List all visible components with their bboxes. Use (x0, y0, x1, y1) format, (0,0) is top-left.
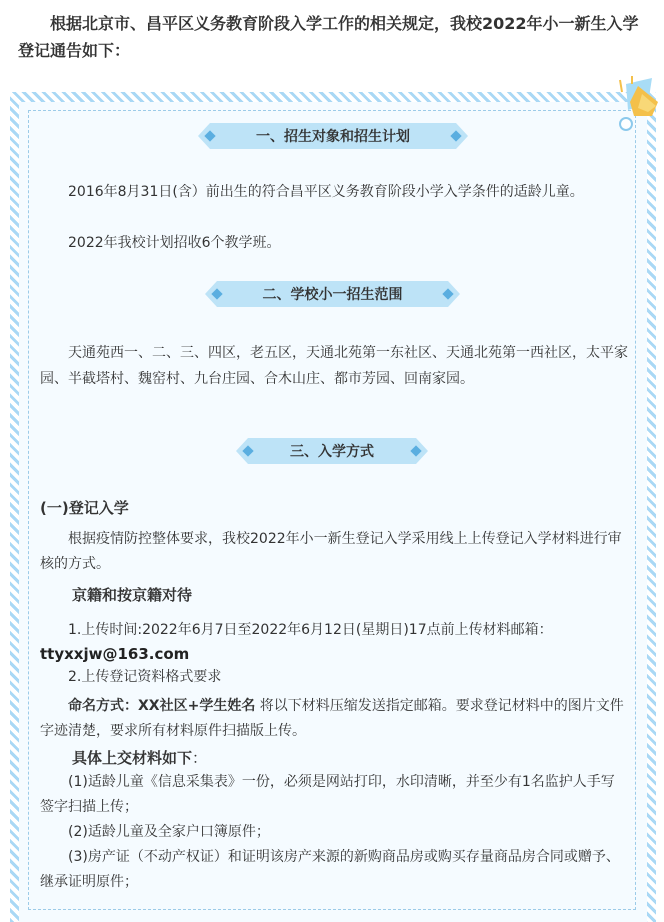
s3-upload-time: 1.上传时间:2022年6月7日至2022年6月12日(星期日)17点前上传材料邮箱： (68, 622, 553, 638)
section-banner-1 (198, 123, 468, 149)
section-title-2: 二、学校小一招生范围 (262, 287, 403, 303)
s1-paragraph-1: 2016年8月31日(含）前出生的符合昌平区义务教育阶段小学入学条件的适龄儿童。 (68, 184, 584, 200)
upload-email: ttyxxjw@163.com (40, 645, 190, 663)
s2-paragraph-1: 天通苑西一、二、三、四区，老五区，天通北苑第一东社区、天通北苑第一西社区，太平家园、半截塔村、魏窑村、九台庄园、合木山庄、都市芳园、回南家园。 (40, 345, 628, 387)
s3-subheading-1: (一)登记入学 (40, 499, 129, 517)
star-ribbon-decoration-icon (612, 72, 664, 134)
s3-format-requirement: 2.上传登记资料格式要求 (68, 669, 222, 685)
section-banner-2 (205, 281, 460, 307)
s3-heading-materials: 具体上交材料如下： (72, 749, 208, 767)
s3-naming-rule (40, 694, 628, 744)
material-item-2: (2)适龄儿童及全家户口簿原件； (68, 824, 270, 840)
s1-paragraph-2: 2022年我校计划招收6个教学班。 (68, 235, 281, 251)
naming-rule-label: 命名方式：XX社区+学生姓名 (68, 698, 256, 714)
material-item-3: (3)房产证（不动产权证）和证明该房产来源的新购商品房或购买存量商品房合同或赠予、继承证明原件； (40, 849, 620, 890)
section-title-1: 一、招生对象和招生计划 (256, 129, 410, 145)
s3-paragraph-1: 根据疫情防控整体要求，我校2022年小一新生登记入学采用线上上传登记入学材料进行审核的方式。 (40, 531, 622, 572)
section-banner-3 (236, 438, 428, 464)
naming-rule-text: 将以下材料压缩发送指定邮箱。要求登记材料中的图片文件字迹清楚，要求所有材料原件扫描版上传。 (40, 698, 624, 739)
s3-heading-beijing: 京籍和按京籍对待 (72, 586, 193, 604)
section-title-3: 三、入学方式 (290, 444, 374, 460)
material-item-1: (1)适龄儿童《信息采集表》一份，必须是网站打印，水印清晰，并至少有1名监护人手写签字扫描上传； (40, 774, 615, 815)
intro-paragraph: 根据北京市、昌平区义务教育阶段入学工作的相关规定，我校2022年小一新生入学登记通告如下： (18, 14, 639, 60)
